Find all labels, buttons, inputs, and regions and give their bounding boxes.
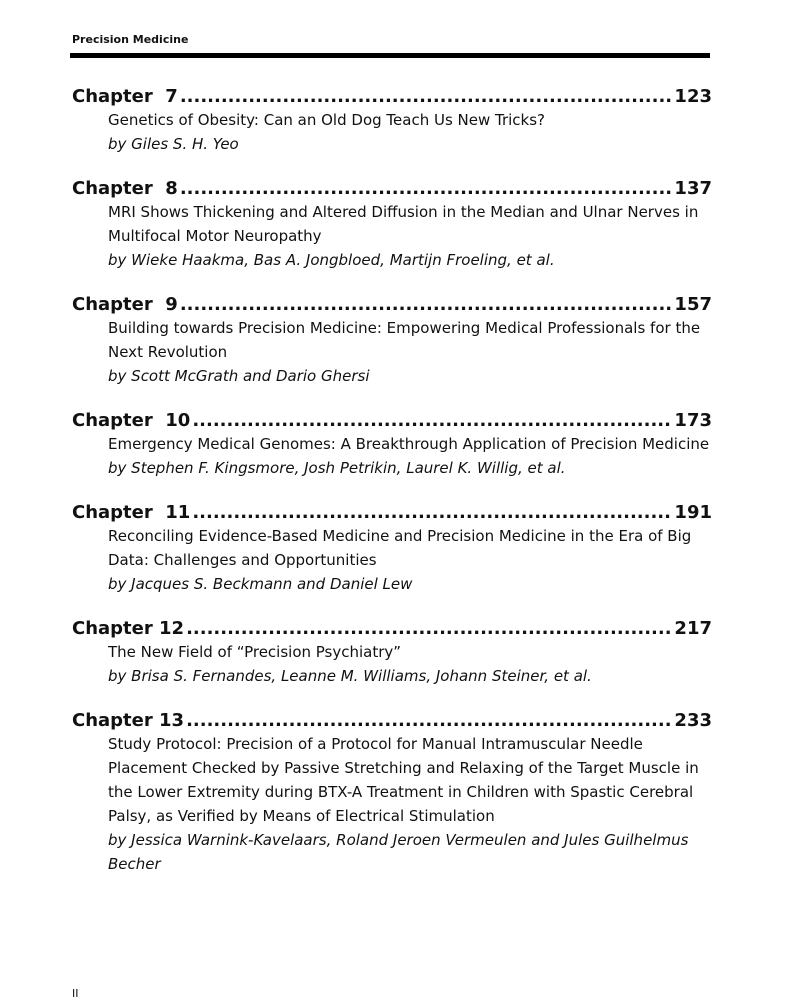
chapter-label: Chapter 12	[72, 618, 185, 639]
chapter-label: Chapter 11	[72, 502, 191, 523]
toc-entry-chapter-8	[72, 178, 712, 272]
toc-entry-chapter-11	[72, 502, 712, 596]
chapter-title: Building towards Precision Medicine: Empowering Medical Professionals for the Next Revolution	[108, 319, 701, 361]
header-rule	[70, 53, 710, 58]
chapter-title: Emergency Medical Genomes: A Breakthrough Application of Precision Medicine	[108, 435, 710, 453]
chapter-heading	[72, 294, 712, 316]
page-number: 137	[674, 178, 712, 199]
chapter-heading	[72, 502, 712, 524]
page-number: 191	[674, 502, 712, 523]
chapter-title: The New Field of “Precision Psychiatry”	[108, 643, 402, 661]
chapter-heading	[72, 410, 712, 432]
chapter-label: Chapter 9	[72, 294, 178, 315]
dot-leader	[180, 294, 673, 316]
chapter-label: Chapter 10	[72, 410, 191, 431]
dot-leader	[186, 618, 672, 640]
chapter-authors: by Brisa S. Fernandes, Leanne M. Williams, Johann Steiner, et al.	[108, 667, 592, 685]
page-number: 173	[674, 410, 712, 431]
footer-page-number: II	[72, 987, 79, 1000]
page-number: 217	[674, 618, 712, 639]
chapter-label: Chapter 7	[72, 86, 178, 107]
dot-leader	[186, 710, 672, 732]
chapter-label: Chapter 8	[72, 178, 178, 199]
chapter-authors: by Wieke Haakma, Bas A. Jongbloed, Martijn Froeling, et al.	[108, 251, 555, 269]
chapter-authors: by Stephen F. Kingsmore, Josh Petrikin, Laurel K. Willig, et al.	[108, 459, 566, 477]
dot-leader	[180, 86, 673, 108]
toc-entry-chapter-12	[72, 618, 712, 688]
table-of-contents	[72, 86, 712, 898]
running-header: Precision Medicine	[72, 33, 189, 46]
toc-entry-chapter-7	[72, 86, 712, 156]
dot-leader	[180, 178, 673, 200]
chapter-heading	[72, 618, 712, 640]
chapter-authors: by Jessica Warnink-Kavelaars, Roland Jeroen Vermeulen and Jules Guilhelmus Becher	[108, 831, 689, 873]
chapter-heading	[72, 86, 712, 108]
chapter-authors: by Jacques S. Beckmann and Daniel Lew	[108, 575, 413, 593]
page-number: 123	[674, 86, 712, 107]
chapter-title: Reconciling Evidence-Based Medicine and Precision Medicine in the Era of Big Data: Challenges and Opportunities	[108, 527, 692, 569]
page-number: 157	[674, 294, 712, 315]
page-number: 233	[674, 710, 712, 731]
chapter-title: Study Protocol: Precision of a Protocol for Manual Intramuscular Needle Placement Checked by Passive Stretching and Relaxing of the Target Muscle in the Lower Extremity during BTX-A Treatment in Children with Spastic Cerebral Palsy, as Verified by Means of Electrical Stimulation	[108, 735, 699, 825]
chapter-authors: by Giles S. H. Yeo	[108, 135, 239, 153]
toc-entry-chapter-9	[72, 294, 712, 388]
toc-entry-chapter-10	[72, 410, 712, 480]
chapter-title: Genetics of Obesity: Can an Old Dog Teach Us New Tricks?	[108, 111, 546, 129]
chapter-label: Chapter 13	[72, 710, 185, 731]
toc-entry-chapter-13	[72, 710, 712, 876]
chapter-heading	[72, 710, 712, 732]
dot-leader	[192, 410, 672, 432]
dot-leader	[192, 502, 672, 524]
chapter-title: MRI Shows Thickening and Altered Diffusion in the Median and Ulnar Nerves in Multifocal Motor Neuropathy	[108, 203, 699, 245]
chapter-authors: by Scott McGrath and Dario Ghersi	[108, 367, 370, 385]
chapter-heading	[72, 178, 712, 200]
